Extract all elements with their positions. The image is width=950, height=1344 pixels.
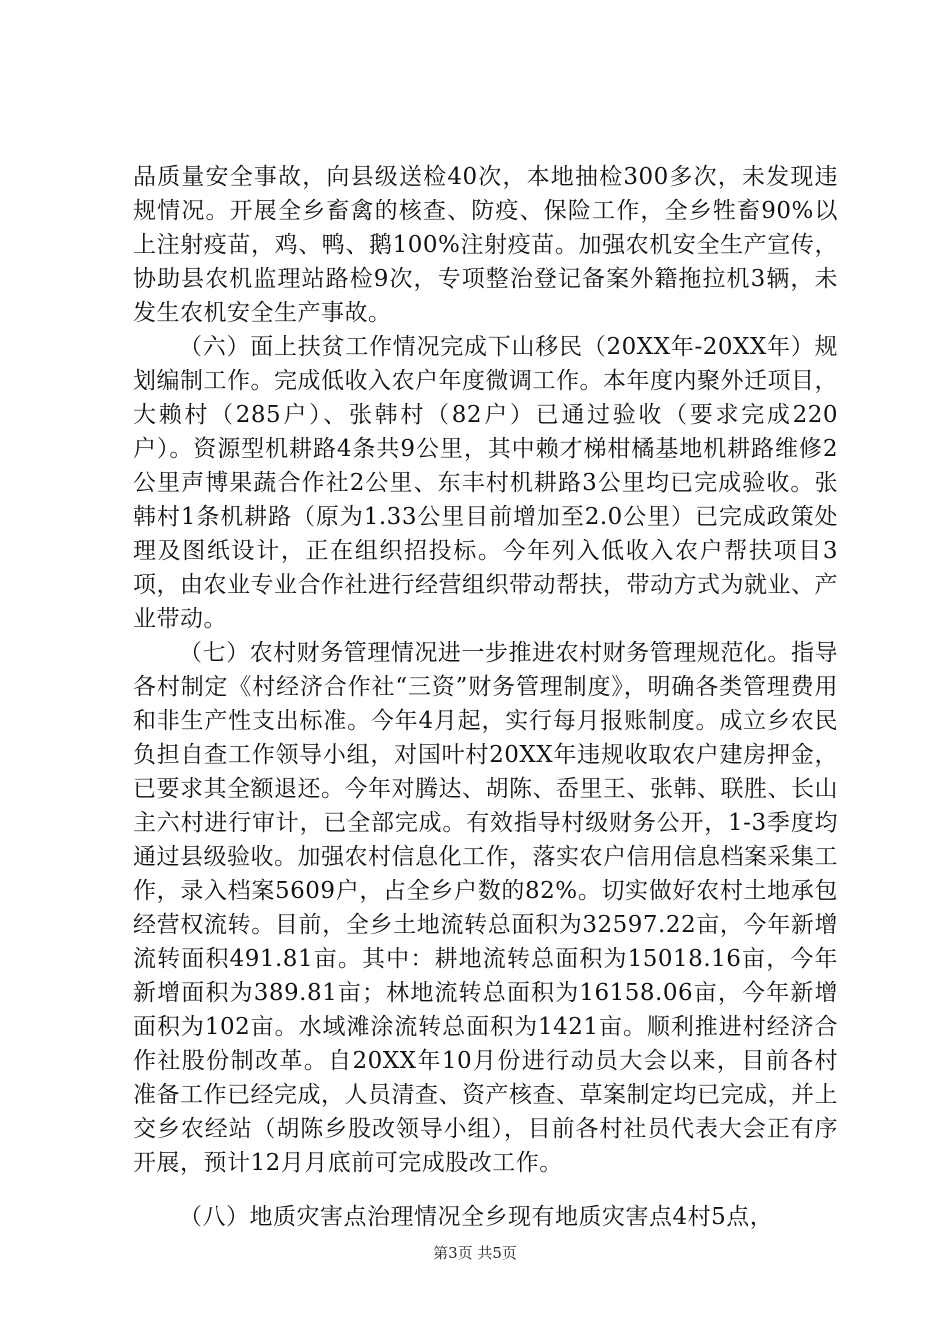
paragraph-section-7: （七）农村财务管理情况进一步推进农村财务管理规范化。指导各村制定《村经济合作社“三资”财务管理制度》，明确各类管理费用和非生产性支出标准。今年4月起，实行每月报账制度。成立乡农民负担自查工作领导小组，对国叶村20XX年违规收取农户建房押金，已要求其全额退还。今年对腾达、胡陈、岙里王、张韩、联胜、长山主六村进行审计，已全部完成。有效指导村级财务公开，1-3季度均通过县级验收。加强农村信息化工作，落实农户信用信息档案采集工作，录入档案5609户，占全乡户数的82%。切实做好农村土地承包经营权流转。目前，全乡土地流转总面积为32597.22亩，今年新增流转面积491.81亩。其中：耕地流转总面积为15018.16亩，今年新增面积为389.81亩；林地流转总面积为16158.06亩，今年新增面积为102亩。水域滩涂流转总面积为1421亩。顺利推进村经济合作社股份制改革。自20XX年10月份进行动员大会以来，目前各村准备工作已经完成，人员清查、资产核查、草案制定均已完成，并上交乡农经站（胡陈乡股改领导小组），目前各村社员代表大会正有序开展，预计12月月底前可完成股改工作。 — [133, 640, 838, 1176]
paragraph-section-8: （八）地质灾害点治理情况全乡现有地质灾害点4村5点， — [179, 1204, 774, 1230]
paragraph-section-6: （六）面上扶贫工作情况完成下山移民（20XX年-20XX年）规划编制工作。完成低收入农户年度微调工作。本年度内聚外迁项目，大赖村（285户）、张韩村（82户）已通过验收（要求完成220户）。资源型机耕路4条共9公里，其中赖才梯柑橘基地机耕路维修2公里声博果蔬合作社2公里、东丰村机耕路3公里均已完成验收。张韩村1条机耕路（原为1.33公里目前增加至2.0公里）已完成政策处理及图纸设计，正在组织招投标。今年列入低收入农户帮扶项目3项，由农业专业合作社进行经营组织带动帮扶，带动方式为就业、产业带动。 — [133, 334, 838, 632]
document-body — [133, 160, 838, 1234]
paragraph-continuation: 品质量安全事故，向县级送检40次，本地抽检300多次，未发现违规情况。开展全乡畜禽的核查、防疫、保险工作，全乡牲畜90%以上注射疫苗，鸡、鸭、鹅100%注射疫苗。加强农机安全生产宣传，协助县农机监理站路检9次，专项整治登记备案外籍拖拉机3辆，未发生农机安全生产事故。 — [133, 164, 838, 326]
page-number-footer: 第3页 共5页 — [433, 1244, 517, 1262]
